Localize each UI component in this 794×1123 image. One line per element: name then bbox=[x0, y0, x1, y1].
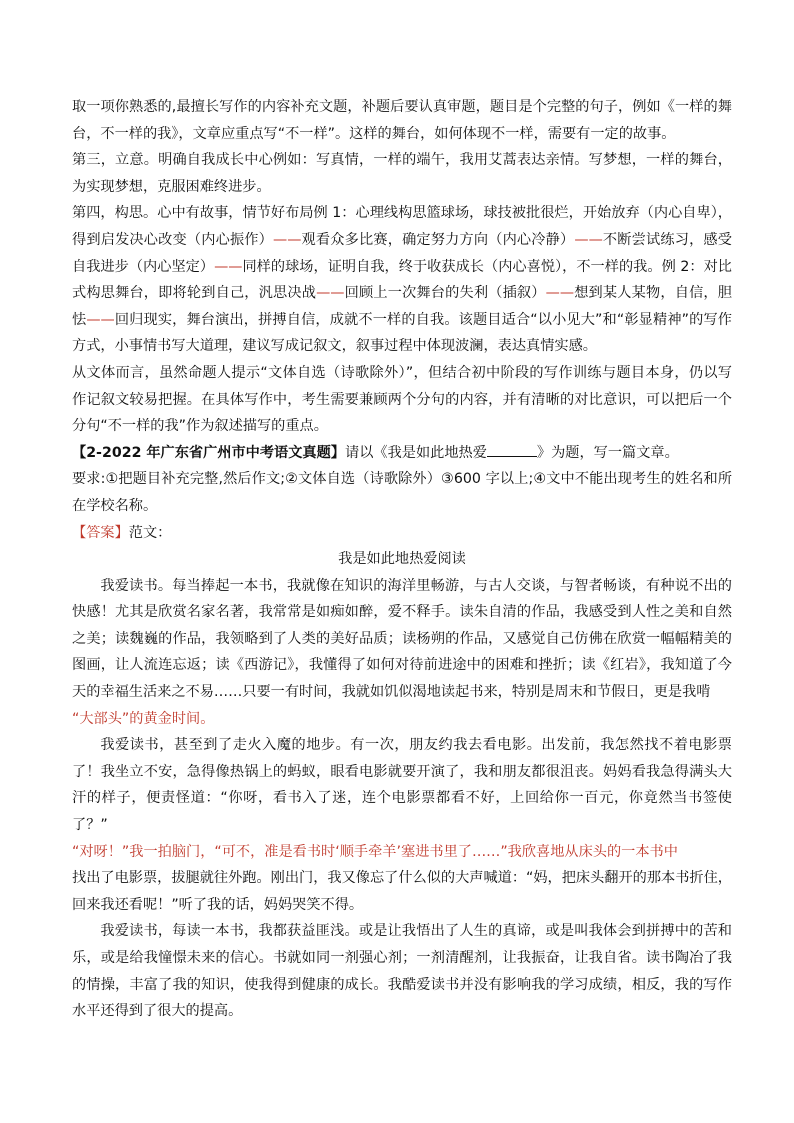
title-blank bbox=[487, 442, 537, 457]
essay-paragraph-1-end: “大部头”的黄金时间。 bbox=[72, 710, 215, 727]
essay-paragraph-1: 我爱读书。每当捧起一本书，我就像在知识的海洋里畅游，与古人交谈，与智者畅谈，有种说不出的快感！尤其是欣赏名家名著，我常常是如痴如醉，爱不释手。读朱自清的作品，我感受到人性之美和自然之美；读魏巍的作品，我领略到了人类的美好品质；读杨朔的作品，又感觉自己仿佛在欣赏一幅幅精美的图画，让人流连忘返；读《西游记》，我懂得了如何对待前进途中的困难和挫折；读《红岩》，我知道了今天的幸福生活来之不易……只要一有时间，我就如饥似渴地读起书来，特别是周末和节假日，更是我啃 bbox=[72, 577, 732, 701]
answer-label: 范文： bbox=[128, 524, 172, 541]
genre-note-paragraph: 从文体而言，虽然命题人提示“文体自选（诗歌除外）”，但结合初中阶段的写作训练与题目本身，仍以写作记叙文较易把握。在具体写作中，考生需要兼顾两个分句的内容，并有清晰的对比意识，可以把后一个分句“不一样的我”作为叙述描写的重点。 bbox=[72, 364, 732, 435]
requirements-text: ;④文中不能出现考生的姓名和所在学校名称。 bbox=[72, 471, 733, 514]
point-four-text: 回归现实，舞台演出，拼搏自信，成就不一样的自我。该题目适合“以小见大”和“彰显精神”的写作方式，小事情书写大道理，建议写成记叙文，叙事过程中体现波澜，表达真情实感。 bbox=[72, 311, 732, 355]
essay-title: 我是如此地热爱阅读 bbox=[338, 551, 466, 568]
essay-paragraph-3: 我爱读书，每读一本书，我都获益匪浅。或是让我悟出了人生的真谛，或是叫我体会到拼搏中的苦和乐，或是给我憧憬未来的信心。书就如同一剂强心剂；一剂清醒剂，让我振奋，让我自省。读书陶冶了我的情操，丰富了我的知识，使我得到健康的成长。我酷爱读书并没有影响我的学习成绩，相反，我的写作水平还得到了很大的提高。 bbox=[72, 923, 732, 1020]
requirements-text: （诗歌除外）③600 字以上 bbox=[355, 471, 529, 488]
essay-paragraph-2: 我爱读书，甚至到了走火入魔的地步。有一次，朋友约我去看电影。出发前，我怎然找不着电影票了！我坐立不安，急得像热锅上的蚂蚁，眼看电影就要开演了，我和朋友都很沮丧。妈妈看我急得满头大汗的样子，便责怪道：“你呀，看书入了迷，连个电影票都看不好，上回给你一百元，你竟然当书签使了？” bbox=[72, 737, 732, 834]
point-four-text: 不断尝试练习，感受自我进步（内心坚定） bbox=[72, 231, 732, 275]
dash: —— bbox=[545, 285, 575, 302]
dash: —— bbox=[86, 311, 115, 328]
answer-line bbox=[72, 520, 732, 547]
intro-paragraph: 取一项你熟悉的,最擅长写作的内容补充文题，补题后要认真审题，题目是个完整的句子，例如《一样的舞台，不一样的我》，文章应重点写“不一样”。这样的舞台，如何体现不一样，需要有一定的故事。 bbox=[72, 99, 732, 142]
dash: —— bbox=[273, 231, 302, 248]
point-four-text: 回顾上一次舞台的失利（插叙） bbox=[344, 285, 546, 302]
requirements-text: 要求:①把题目补充完整,然后作文;②文体自选 bbox=[72, 471, 356, 488]
point-four-text: 想到某人某物，自信，胆怯 bbox=[72, 285, 732, 328]
essay-paragraph-2-end: 找出了电影票，拔腿就往外跑。刚出门，我又像忘了什么似的大声喊道：“妈，把床头翻开的那本书折住，回来我还看呢！”听了我的话，妈妈哭笑不得。 bbox=[72, 870, 732, 913]
document-page bbox=[72, 94, 732, 1025]
requirements-paragraph bbox=[72, 466, 732, 519]
point-four-paragraph bbox=[72, 200, 732, 360]
dash: —— bbox=[574, 231, 603, 248]
dash: —— bbox=[316, 285, 345, 302]
point-four-text: 观看众多比赛，确定努力方向（内心冷静） bbox=[301, 231, 575, 248]
point-four-text: 第四，构思。心中有故事，情节好布局例 1：心理线构思篮球场，球技被批很烂，开始放弃（内心自卑），得到启发决心改变（内心振作） bbox=[72, 205, 732, 248]
dash: —— bbox=[214, 258, 243, 275]
essay-paragraph-2-quote: “对呀！”我一拍脑门，“可不，准是看书时‘顺手牵羊’塞进书里了……”我欣喜地从床头的一本书中 bbox=[72, 843, 678, 860]
question-text-end: 》为题，写一篇文章。 bbox=[536, 444, 679, 461]
question-text: 请以《我是如此地热爱 bbox=[345, 444, 487, 461]
question-source-tag: 【2-2022 年广东省广州市中考语文真题】 bbox=[72, 444, 345, 461]
answer-tag: 【答案】 bbox=[72, 524, 129, 541]
point-three-paragraph: 第三，立意。明确自我成长中心例如：写真情，一样的端午，我用艾蒿表达亲情。写梦想，一样的舞台，为实现梦想，克服困难终进步。 bbox=[72, 152, 732, 195]
question-paragraph bbox=[72, 440, 732, 467]
point-four-text: 同样的球场，证明自我，终于收获成长（内心喜悦），不一样的我。例 2：对比式构思舞台，即将轮到自己，汎思决战 bbox=[72, 258, 732, 302]
